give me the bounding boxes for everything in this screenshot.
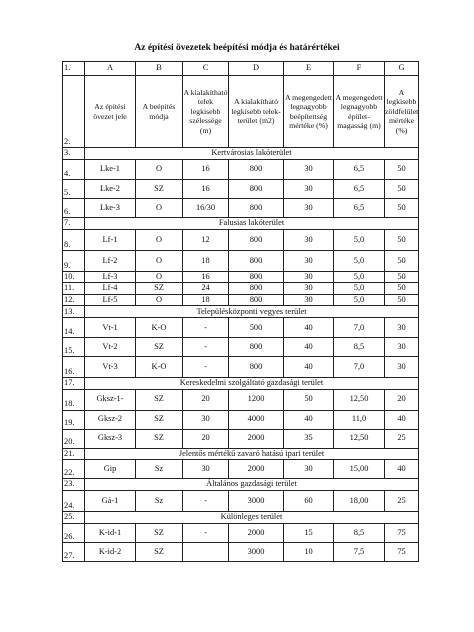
table-cell: O (136, 199, 183, 218)
table-cell: Gip (85, 460, 136, 479)
table-cell: O (136, 251, 183, 272)
row-number: 22. (63, 460, 85, 479)
table-cell: 7,5 (334, 543, 385, 562)
row-number: 9. (63, 251, 85, 272)
section-label: Kereskedelmi szolgáltató gazdasági terület (85, 378, 419, 389)
column-letter: G (385, 62, 419, 76)
table-cell: 30 (284, 180, 334, 199)
table-cell: 18,00 (334, 491, 385, 512)
row-number: 7. (63, 218, 85, 230)
table-cell: 5,0 (334, 283, 385, 294)
section-row (63, 218, 419, 230)
table-cell: 50 (385, 272, 419, 283)
table-row (63, 272, 419, 283)
table-cell: 2000 (229, 429, 284, 448)
table-cell: 30 (284, 294, 334, 305)
table-cell: K-O (136, 318, 183, 338)
row-number: 19. (63, 410, 85, 429)
table-cell: 50 (385, 199, 419, 218)
table-cell: 10 (284, 543, 334, 562)
section-row (63, 306, 419, 318)
table-cell: 12,50 (334, 389, 385, 410)
table-cell: 800 (229, 283, 284, 294)
row-number: 23. (63, 479, 85, 491)
table-cell: 2000 (229, 524, 284, 543)
table-cell: Lf-1 (85, 230, 136, 251)
table-cell: 50 (385, 251, 419, 272)
column-header: Az építési övezet jele (85, 76, 136, 148)
table-cell: 6,5 (334, 199, 385, 218)
row-number: 14. (63, 318, 85, 338)
row-number: 21. (63, 448, 85, 459)
table-cell: 500 (229, 318, 284, 338)
table-cell: 800 (229, 338, 284, 357)
table-cell: 30 (183, 460, 229, 479)
table-cell: 60 (284, 491, 334, 512)
column-header: A kialakítható telek legkisebb szélessége (m) (183, 76, 229, 148)
table-cell: Lke-3 (85, 199, 136, 218)
table-cell: 3000 (229, 491, 284, 512)
table-cell: 5,0 (334, 272, 385, 283)
table-cell: 800 (229, 272, 284, 283)
table-cell: 20 (385, 389, 419, 410)
table-cell: 40 (385, 410, 419, 429)
table-cell: 15,00 (334, 460, 385, 479)
table-cell: K-id-2 (85, 543, 136, 562)
table-cell: 15 (284, 524, 334, 543)
column-header: A megengedett legnagyobb beépítettség mértéke (%) (284, 76, 334, 148)
table-cell: 75 (385, 543, 419, 562)
table-cell: 50 (385, 160, 419, 180)
table-cell: 6,5 (334, 180, 385, 199)
table-cell: Gá-1 (85, 491, 136, 512)
table-row (63, 410, 419, 429)
table-cell: Lke-2 (85, 180, 136, 199)
table-cell: SZ (136, 543, 183, 562)
table-cell: O (136, 294, 183, 305)
table-cell: 16 (183, 160, 229, 180)
row-number: 11. (63, 283, 85, 294)
column-letter: D (229, 62, 284, 76)
table-cell: 20 (183, 389, 229, 410)
table-cell: 7,0 (334, 357, 385, 378)
table-cell: 40 (284, 338, 334, 357)
table-cell: Gksz-2 (85, 410, 136, 429)
table-cell: 30 (183, 410, 229, 429)
table-cell: Gksz-1- (85, 389, 136, 410)
table-cell: Lf-3 (85, 272, 136, 283)
letter-row (63, 62, 419, 76)
table-cell: 5,0 (334, 294, 385, 305)
column-header: A kialakítható legkisebb telek-terület (m2) (229, 76, 284, 148)
table-cell: Sz (136, 491, 183, 512)
table-cell: - (183, 491, 229, 512)
row-number: 3. (63, 148, 85, 160)
table-cell: 800 (229, 199, 284, 218)
table-cell: 800 (229, 294, 284, 305)
table-cell: 50 (385, 294, 419, 305)
table-cell: Vt-1 (85, 318, 136, 338)
table-cell: 30 (284, 460, 334, 479)
column-header: A beépítés módja (136, 76, 183, 148)
table-cell: 1200 (229, 389, 284, 410)
row-number: 15. (63, 338, 85, 357)
section-row (63, 512, 419, 524)
table-cell: 30 (284, 199, 334, 218)
section-label: Településközponti vegyes terület (85, 306, 419, 318)
table-cell: 50 (385, 230, 419, 251)
table-cell: 30 (385, 357, 419, 378)
document-title: Az építési övezetek beépítési módja és határértékei (134, 43, 340, 53)
table-cell: Gksz-3 (85, 429, 136, 448)
table-cell: - (183, 524, 229, 543)
row-number: 27. (63, 543, 85, 562)
table-cell: 25 (385, 429, 419, 448)
table-cell: SZ (136, 429, 183, 448)
table-cell: K-O (136, 357, 183, 378)
table-cell: 18 (183, 294, 229, 305)
table-cell: O (136, 230, 183, 251)
table-cell: Lf-5 (85, 294, 136, 305)
table-cell: 4000 (229, 410, 284, 429)
column-header: A megengedett legnagyobb épület-magasság (m) (334, 76, 385, 148)
table-cell: Lke-1 (85, 160, 136, 180)
table-cell: 40 (385, 460, 419, 479)
table-cell: 2000 (229, 460, 284, 479)
column-letter: C (183, 62, 229, 76)
table-row (63, 160, 419, 180)
column-letter: E (284, 62, 334, 76)
table-cell: - (183, 357, 229, 378)
table-cell: Lf-2 (85, 251, 136, 272)
table-cell: 40 (284, 410, 334, 429)
table-cell: 75 (385, 524, 419, 543)
table-cell: 11,0 (334, 410, 385, 429)
table-cell: Vt-3 (85, 357, 136, 378)
table-cell: SZ (136, 389, 183, 410)
section-row (63, 148, 419, 160)
header-row (63, 76, 419, 148)
table-cell: 50 (284, 389, 334, 410)
column-letter: F (334, 62, 385, 76)
section-label: Kertvárosias lakóterület (85, 148, 419, 160)
table-cell: 50 (385, 180, 419, 199)
row-number: 6. (63, 199, 85, 218)
table-cell: 3000 (229, 543, 284, 562)
table-row (63, 389, 419, 410)
table-row (63, 283, 419, 294)
row-number: 20. (63, 429, 85, 448)
row-number: 8. (63, 230, 85, 251)
table-cell: 800 (229, 251, 284, 272)
table-cell: Sz (136, 460, 183, 479)
row-number: 24. (63, 491, 85, 512)
table-cell: 800 (229, 160, 284, 180)
table-row (63, 180, 419, 199)
table-cell: 16 (183, 180, 229, 199)
table-cell: 16/30 (183, 199, 229, 218)
section-label: Jelentős mértékű zavaró hatású ipari terület (85, 448, 419, 459)
table-cell: 800 (229, 230, 284, 251)
table-cell: - (183, 318, 229, 338)
row-number: 16. (63, 357, 85, 378)
section-row (63, 448, 419, 459)
table-cell: 5,0 (334, 230, 385, 251)
table-cell: 12,50 (334, 429, 385, 448)
table-cell: SZ (136, 283, 183, 294)
table-row (63, 318, 419, 338)
column-letter: A (85, 62, 136, 76)
table-cell: O (136, 160, 183, 180)
table-cell: 800 (229, 180, 284, 199)
row-number: 12. (63, 294, 85, 305)
table-cell: 7,0 (334, 318, 385, 338)
table-row (63, 230, 419, 251)
table-cell: - (183, 338, 229, 357)
table-row (63, 524, 419, 543)
table-cell: Vt-2 (85, 338, 136, 357)
row-number: 10. (63, 272, 85, 283)
table-row (63, 543, 419, 562)
table-row (63, 357, 419, 378)
table-cell: SZ (136, 338, 183, 357)
table-cell: SZ (136, 524, 183, 543)
table-cell: 30 (385, 318, 419, 338)
table-cell: 40 (284, 318, 334, 338)
section-row (63, 479, 419, 491)
table-cell: K-id-1 (85, 524, 136, 543)
row-number: 13. (63, 306, 85, 318)
table-cell: Lf-4 (85, 283, 136, 294)
table-cell: 18 (183, 251, 229, 272)
table-cell: 25 (385, 491, 419, 512)
zoning-table (62, 61, 419, 562)
table-row (63, 199, 419, 218)
table-cell: 35 (284, 429, 334, 448)
table-row (63, 251, 419, 272)
table-cell: 30 (284, 251, 334, 272)
column-letter: B (136, 62, 183, 76)
table-cell: 12 (183, 230, 229, 251)
table-cell: 6,5 (334, 160, 385, 180)
row-number: 18. (63, 389, 85, 410)
table-row (63, 460, 419, 479)
table-cell: 20 (183, 429, 229, 448)
table-cell: 8,5 (334, 338, 385, 357)
section-label: Különleges terület (85, 512, 419, 524)
row-number: 5. (63, 180, 85, 199)
table-cell (183, 543, 229, 562)
table-cell: 800 (229, 357, 284, 378)
row-number: 26. (63, 524, 85, 543)
section-row (63, 378, 419, 389)
table-cell: 30 (284, 160, 334, 180)
table-row (63, 429, 419, 448)
section-label: Általános gazdasági terület (85, 479, 419, 491)
table-cell: 16 (183, 272, 229, 283)
table-cell: O (136, 272, 183, 283)
row-number: 1. (63, 62, 85, 76)
table-cell: SZ (136, 410, 183, 429)
column-header: A legkisebb zöldfelület mértéke (%) (385, 76, 419, 148)
row-number: 4. (63, 160, 85, 180)
table-row (63, 294, 419, 305)
table-cell: 30 (284, 272, 334, 283)
row-number: 17. (63, 378, 85, 389)
table-cell: 50 (385, 283, 419, 294)
table-cell: 30 (385, 338, 419, 357)
table-cell: 30 (284, 230, 334, 251)
table-row (63, 338, 419, 357)
row-number: 25. (63, 512, 85, 524)
table-cell: 8,5 (334, 524, 385, 543)
row-number: 2. (63, 76, 85, 148)
table-cell: 40 (284, 357, 334, 378)
section-label: Falusias lakóterület (85, 218, 419, 230)
table-row (63, 491, 419, 512)
table-cell: 5,0 (334, 251, 385, 272)
table-cell: SZ (136, 180, 183, 199)
table-cell: 30 (284, 283, 334, 294)
table-cell: 24 (183, 283, 229, 294)
